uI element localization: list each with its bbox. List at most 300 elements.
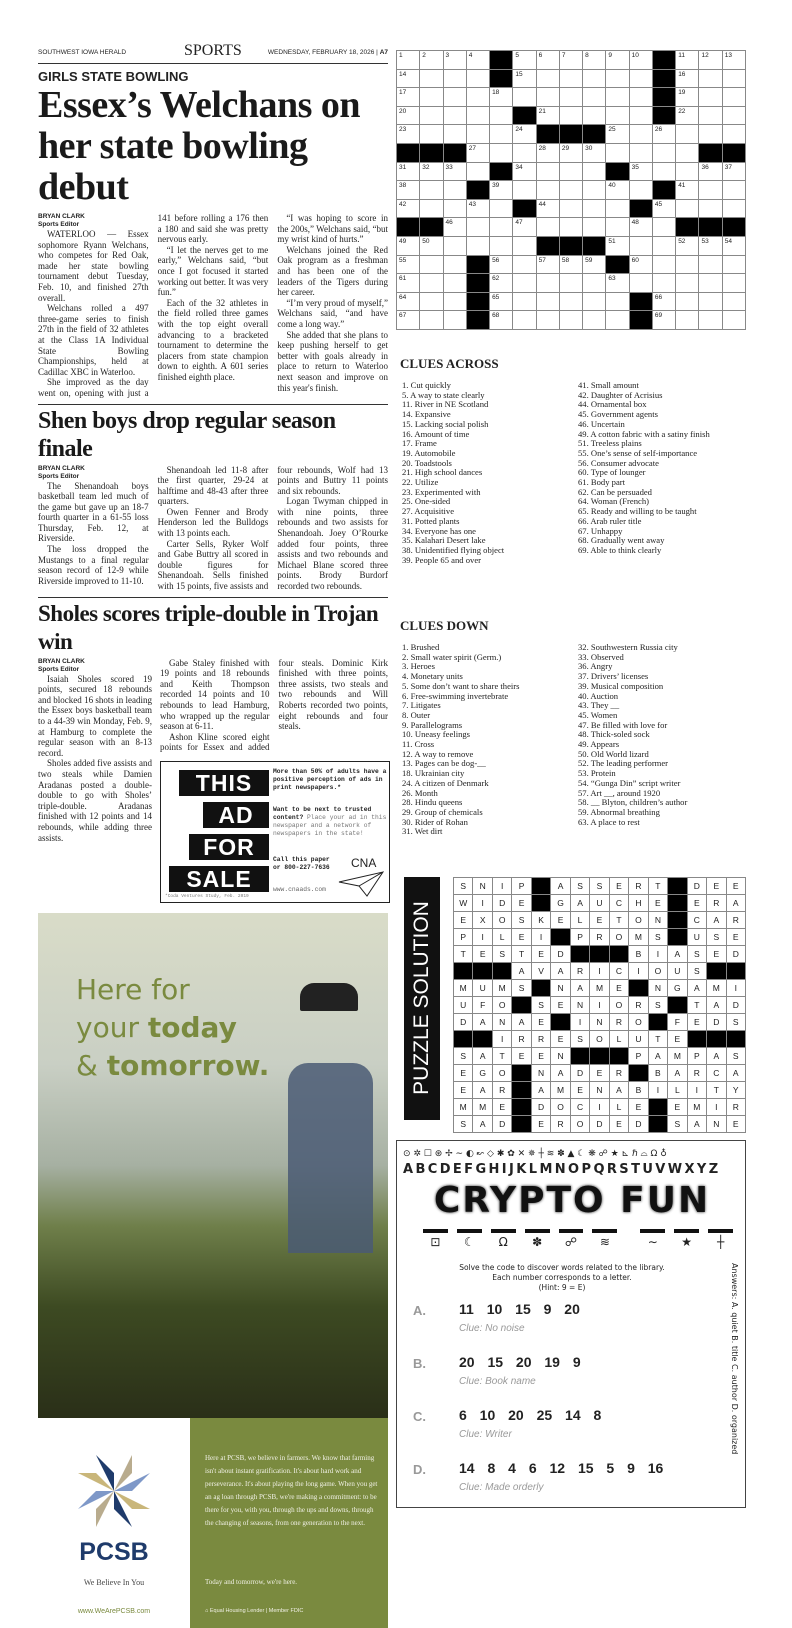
grid-cell[interactable] (630, 218, 653, 237)
grid-cell[interactable] (630, 237, 653, 256)
grid-cell[interactable] (653, 200, 676, 219)
grid-cell[interactable] (630, 107, 653, 126)
clue: 12. A way to remove (402, 748, 474, 759)
grid-cell[interactable] (653, 163, 676, 182)
grid-cell[interactable] (560, 256, 583, 275)
grid-cell[interactable] (420, 274, 443, 293)
grid-cell[interactable] (513, 237, 536, 256)
grid-cell[interactable] (490, 274, 513, 293)
grid-cell[interactable] (467, 163, 490, 182)
grid-cell[interactable] (630, 181, 653, 200)
cna-ad[interactable] (160, 761, 390, 903)
grid-cell[interactable] (699, 51, 722, 70)
grid-cell[interactable] (676, 181, 699, 200)
grid-cell[interactable] (723, 51, 746, 70)
grid-cell[interactable] (513, 125, 536, 144)
grid-cell[interactable] (467, 88, 490, 107)
tagline-line: your (76, 1010, 139, 1044)
grid-cell[interactable] (444, 70, 467, 89)
grid-cell[interactable] (537, 181, 560, 200)
crossword-grid[interactable] (396, 50, 746, 330)
grid-cell[interactable] (699, 163, 722, 182)
pcsb-brand: PCSB (79, 1537, 149, 1566)
grid-cell[interactable] (676, 200, 699, 219)
grid-cell[interactable] (676, 163, 699, 182)
grid-cell[interactable] (723, 293, 746, 312)
grid-cell[interactable] (397, 293, 420, 312)
solution-cell: E (512, 895, 531, 912)
clue: 54. “Gunga Din” script writer (578, 777, 681, 788)
grid-cell[interactable] (583, 311, 606, 330)
clue-number: 62 (492, 275, 500, 283)
grid-cell[interactable] (560, 70, 583, 89)
crypto-title: CRYPTO FUN (433, 1180, 711, 1221)
grid-cell[interactable] (490, 200, 513, 219)
grid-cell[interactable] (676, 311, 699, 330)
grid-cell[interactable] (420, 51, 443, 70)
black-square (653, 107, 676, 126)
grid-cell[interactable] (420, 293, 443, 312)
grid-cell[interactable] (699, 293, 722, 312)
grid-cell[interactable] (699, 181, 722, 200)
grid-cell[interactable] (723, 88, 746, 107)
clues-down-col1 (402, 643, 520, 837)
paragraph: “I was hoping to score in the 200s,” Welchans said, “but my wrist kind of hurts.” (277, 213, 388, 245)
grid-cell[interactable] (420, 88, 443, 107)
pcsb-closing: Today and tomorrow, we're here. (205, 1577, 298, 1586)
grid-cell[interactable] (676, 144, 699, 163)
grid-cell[interactable] (723, 70, 746, 89)
grid-cell[interactable] (676, 256, 699, 275)
grid-cell[interactable] (606, 88, 629, 107)
grid-cell[interactable] (397, 311, 420, 330)
grid-cell[interactable] (537, 218, 560, 237)
solution-cell: O (649, 963, 668, 980)
grid-cell[interactable] (583, 218, 606, 237)
grid-cell[interactable] (397, 107, 420, 126)
solution-cell: P (688, 1048, 707, 1065)
solution-cell: S (727, 1048, 746, 1065)
clue: 11. Cross (402, 739, 435, 750)
grid-cell[interactable] (583, 163, 606, 182)
grid-cell[interactable] (490, 218, 513, 237)
clue: 1. Cut quickly (402, 380, 451, 390)
puzzle-solution-banner (404, 877, 440, 1120)
grid-cell[interactable] (560, 88, 583, 107)
grid-cell[interactable] (537, 88, 560, 107)
grid-cell[interactable] (420, 200, 443, 219)
grid-cell[interactable] (606, 218, 629, 237)
grid-cell[interactable] (467, 125, 490, 144)
grid-cell[interactable] (653, 274, 676, 293)
black-square (653, 181, 676, 200)
grid-cell[interactable] (513, 293, 536, 312)
author-role: Sports Editor (38, 472, 80, 480)
grid-cell[interactable] (513, 51, 536, 70)
solution-cell: E (727, 1116, 746, 1133)
grid-cell[interactable] (676, 70, 699, 89)
solution-cell: T (688, 997, 707, 1014)
grid-cell[interactable] (397, 181, 420, 200)
solution-cell: L (493, 929, 512, 946)
clue: 52. The leading performer (578, 758, 669, 769)
grid-cell[interactable] (606, 181, 629, 200)
title-symbol-slot (640, 1229, 665, 1249)
solution-cell: T (454, 946, 473, 963)
crypto-instructions (397, 1263, 727, 1293)
grid-cell[interactable] (537, 107, 560, 126)
solution-cell: A (610, 1082, 629, 1099)
grid-cell[interactable] (467, 51, 490, 70)
solution-cell: H (629, 895, 648, 912)
grid-cell[interactable] (444, 200, 467, 219)
solution-cell: E (454, 1082, 473, 1099)
grid-cell[interactable] (723, 181, 746, 200)
ad-pitch-bold: Want to be next to trusted content? (273, 805, 372, 821)
grid-cell[interactable] (583, 200, 606, 219)
grid-cell[interactable] (444, 181, 467, 200)
grid-cell[interactable] (537, 274, 560, 293)
grid-cell[interactable] (513, 274, 536, 293)
solution-cell: T (707, 1082, 726, 1099)
grid-cell[interactable] (699, 274, 722, 293)
grid-cell[interactable] (490, 88, 513, 107)
solution-cell: A (727, 1065, 746, 1082)
grid-cell[interactable] (653, 237, 676, 256)
clue: 31. Potted plants (402, 515, 460, 526)
solution-cell: R (610, 1065, 629, 1082)
grid-cell[interactable] (537, 163, 560, 182)
black-square (473, 963, 492, 980)
grid-cell[interactable] (513, 70, 536, 89)
symbol-icon: ┼ (716, 1235, 725, 1249)
solution-cell: A (551, 1065, 570, 1082)
grid-cell[interactable] (606, 70, 629, 89)
grid-cell[interactable] (490, 107, 513, 126)
grid-cell[interactable] (606, 237, 629, 256)
title-symbol-slot (559, 1229, 584, 1249)
solution-cell: N (707, 1116, 726, 1133)
grid-cell[interactable] (676, 51, 699, 70)
grid-cell[interactable] (653, 256, 676, 275)
grid-cell[interactable] (397, 70, 420, 89)
grid-cell[interactable] (420, 107, 443, 126)
pcsb-bottom (38, 1418, 388, 1628)
grid-cell[interactable] (513, 256, 536, 275)
clue: 18. Ukrainian city (402, 768, 465, 779)
grid-cell[interactable] (397, 237, 420, 256)
solution-cell: R (590, 929, 609, 946)
grid-cell[interactable] (537, 311, 560, 330)
grid-cell[interactable] (444, 107, 467, 126)
grid-cell[interactable] (676, 293, 699, 312)
grid-cell[interactable] (723, 256, 746, 275)
clue-number: 2 (422, 52, 426, 59)
solution-cell: O (571, 1116, 590, 1133)
grid-cell[interactable] (583, 70, 606, 89)
clue-number: 5 (515, 52, 519, 59)
grid-cell[interactable] (676, 274, 699, 293)
grid-cell[interactable] (560, 274, 583, 293)
clue-number: 68 (492, 312, 500, 320)
solution-cell: N (590, 1082, 609, 1099)
grid-cell[interactable] (467, 200, 490, 219)
solution-cell: A (707, 912, 726, 929)
grid-cell[interactable] (490, 181, 513, 200)
grid-cell[interactable] (699, 125, 722, 144)
grid-cell[interactable] (490, 144, 513, 163)
solution-cell: Y (727, 1082, 746, 1099)
grid-cell[interactable] (444, 88, 467, 107)
grid-cell[interactable] (653, 293, 676, 312)
byline (38, 213, 149, 229)
clue-number: 17 (399, 89, 407, 97)
grid-cell[interactable] (444, 311, 467, 330)
solution-cell: A (571, 895, 590, 912)
grid-cell[interactable] (537, 293, 560, 312)
grid-cell[interactable] (444, 51, 467, 70)
grid-cell[interactable] (723, 311, 746, 330)
pcsb-logo-panel (38, 1418, 190, 1628)
grid-cell[interactable] (537, 51, 560, 70)
solution-cell: S (649, 929, 668, 946)
grid-cell[interactable] (560, 181, 583, 200)
grid-cell[interactable] (676, 125, 699, 144)
grid-cell[interactable] (723, 274, 746, 293)
grid-cell[interactable] (630, 88, 653, 107)
solution-cell: A (707, 997, 726, 1014)
grid-cell[interactable] (490, 237, 513, 256)
grid-cell[interactable] (560, 107, 583, 126)
solution-cell: S (454, 878, 473, 895)
grid-cell[interactable] (583, 181, 606, 200)
solution-cell: E (493, 1099, 512, 1116)
clue: 56. Consumer advocate (578, 457, 659, 468)
grid-cell[interactable] (723, 200, 746, 219)
grid-cell[interactable] (467, 107, 490, 126)
grid-cell[interactable] (560, 293, 583, 312)
grid-cell[interactable] (444, 237, 467, 256)
solution-cell: I (590, 997, 609, 1014)
grid-cell[interactable] (630, 70, 653, 89)
solution-cell: U (454, 997, 473, 1014)
grid-cell[interactable] (630, 125, 653, 144)
grid-cell[interactable] (653, 218, 676, 237)
grid-cell[interactable] (537, 200, 560, 219)
clues-across-col1 (402, 381, 504, 565)
grid-cell[interactable] (490, 293, 513, 312)
grid-cell[interactable] (420, 70, 443, 89)
clue-number: 59 (585, 256, 593, 264)
grid-cell[interactable] (560, 200, 583, 219)
grid-cell[interactable] (537, 70, 560, 89)
solution-cell: G (551, 895, 570, 912)
grid-cell[interactable] (560, 51, 583, 70)
solution-cell: S (571, 1031, 590, 1048)
grid-cell[interactable] (676, 88, 699, 107)
grid-cell[interactable] (444, 125, 467, 144)
solution-cell: O (493, 912, 512, 929)
grid-cell[interactable] (420, 237, 443, 256)
grid-cell[interactable] (513, 88, 536, 107)
grid-cell[interactable] (397, 51, 420, 70)
grid-cell[interactable] (444, 274, 467, 293)
grid-cell[interactable] (653, 125, 676, 144)
clue: 65. Ready and willing to be taught (578, 506, 697, 517)
grid-cell[interactable] (699, 311, 722, 330)
grid-cell[interactable] (397, 88, 420, 107)
black-square (583, 125, 606, 144)
grid-cell[interactable] (606, 293, 629, 312)
author-role: Sports Editor (38, 221, 80, 228)
grid-cell[interactable] (467, 237, 490, 256)
grid-cell[interactable] (420, 125, 443, 144)
divider (38, 404, 388, 405)
pcsb-photo (38, 913, 388, 1418)
grid-cell[interactable] (606, 107, 629, 126)
grid-cell[interactable] (606, 311, 629, 330)
grid-cell[interactable] (490, 125, 513, 144)
grid-cell[interactable] (420, 256, 443, 275)
grid-cell[interactable] (513, 181, 536, 200)
clue: 43. They __ (578, 700, 620, 711)
grid-cell[interactable] (537, 144, 560, 163)
solution-cell: C (707, 1065, 726, 1082)
solution-cell: I (590, 1099, 609, 1116)
grid-cell[interactable] (560, 218, 583, 237)
solution-cell: D (532, 1099, 551, 1116)
grid-cell[interactable] (397, 163, 420, 182)
grid-cell[interactable] (467, 70, 490, 89)
grid-cell[interactable] (583, 88, 606, 107)
solution-cell: R (571, 963, 590, 980)
grid-cell[interactable] (630, 144, 653, 163)
solution-cell: G (473, 1065, 492, 1082)
grid-cell[interactable] (699, 200, 722, 219)
clue-number: 38 (399, 182, 407, 190)
pcsb-url[interactable]: www.WeArePCSB.com (77, 1607, 151, 1615)
grid-cell[interactable] (723, 237, 746, 256)
grid-cell[interactable] (676, 107, 699, 126)
clue: 24. A citizen of Denmark (402, 777, 489, 788)
grid-cell[interactable] (606, 51, 629, 70)
grid-cell[interactable] (606, 144, 629, 163)
grid-cell[interactable] (723, 163, 746, 182)
grid-cell[interactable] (490, 256, 513, 275)
grid-cell[interactable] (606, 125, 629, 144)
grid-cell[interactable] (420, 181, 443, 200)
paragraph: WATERLOO — Essex sophomore Ryann Welchans, who competes for Red Oak, made her state bowling tournament debut Tuesday, Feb. 10, and finished 27th overall. (38, 229, 149, 303)
grid-cell[interactable] (630, 163, 653, 182)
grid-cell[interactable] (444, 293, 467, 312)
grid-cell[interactable] (560, 311, 583, 330)
grid-cell[interactable] (583, 293, 606, 312)
grid-cell[interactable] (606, 274, 629, 293)
black-square (532, 895, 551, 912)
grid-cell[interactable] (513, 144, 536, 163)
clue: 55. One’s sense of self-importance (578, 447, 698, 458)
cipher-numbers: 14 8 4 6 12 15 5 9 16 (459, 1460, 664, 1476)
clue-number: 11 (678, 52, 685, 59)
grid-cell[interactable] (583, 274, 606, 293)
grid-cell[interactable] (630, 51, 653, 70)
grid-cell[interactable] (699, 107, 722, 126)
clue-number: 12 (701, 52, 709, 59)
grid-cell[interactable] (420, 163, 443, 182)
black-square (606, 163, 629, 182)
grid-cell[interactable] (467, 218, 490, 237)
paper-plane-icon (337, 870, 385, 898)
grid-cell[interactable] (723, 107, 746, 126)
solution-cell: O (590, 1031, 609, 1048)
ad-url[interactable]: www.cnaads.com (273, 885, 326, 893)
article-sholes (38, 658, 388, 903)
grid-cell[interactable] (699, 237, 722, 256)
grid-cell[interactable] (560, 163, 583, 182)
clue: 45. Government agents (578, 409, 658, 420)
grid-cell[interactable] (397, 125, 420, 144)
grid-cell[interactable] (537, 256, 560, 275)
title-symbol-slot (491, 1229, 516, 1249)
item-clue: Clue: Made orderly (459, 1482, 544, 1493)
solution-cell: S (668, 1116, 687, 1133)
solution-cell: L (668, 1082, 687, 1099)
grid-cell[interactable] (723, 125, 746, 144)
grid-cell[interactable] (397, 200, 420, 219)
grid-cell[interactable] (630, 256, 653, 275)
black-square (454, 963, 473, 980)
grid-cell[interactable] (583, 144, 606, 163)
grid-cell[interactable] (583, 51, 606, 70)
grid-cell[interactable] (397, 274, 420, 293)
grid-cell[interactable] (630, 274, 653, 293)
grid-cell[interactable] (560, 144, 583, 163)
black-square (473, 1031, 492, 1048)
grid-cell[interactable] (699, 88, 722, 107)
grid-cell[interactable] (699, 256, 722, 275)
grid-cell[interactable] (676, 237, 699, 256)
equal-housing-icon: ⌂ (205, 1607, 209, 1614)
issue-date: WEDNESDAY, FEBRUARY 18, 2026 | A7 (267, 49, 388, 56)
grid-cell[interactable] (583, 256, 606, 275)
grid-cell[interactable] (444, 218, 467, 237)
black-square (560, 237, 583, 256)
grid-cell[interactable] (653, 311, 676, 330)
grid-cell[interactable] (606, 200, 629, 219)
grid-cell[interactable] (699, 70, 722, 89)
grid-cell[interactable] (490, 311, 513, 330)
grid-cell[interactable] (653, 144, 676, 163)
clue-number: 65 (492, 293, 500, 301)
grid-cell[interactable] (513, 163, 536, 182)
grid-cell[interactable] (444, 256, 467, 275)
grid-cell[interactable] (513, 218, 536, 237)
title-symbol-slot (708, 1229, 733, 1249)
solution-cell: N (571, 997, 590, 1014)
grid-cell[interactable] (467, 144, 490, 163)
solution-cell: A (551, 878, 570, 895)
black-square (490, 70, 513, 89)
grid-cell[interactable] (420, 311, 443, 330)
grid-cell[interactable] (513, 311, 536, 330)
black-square (560, 125, 583, 144)
black-square (444, 144, 467, 163)
grid-cell[interactable] (397, 256, 420, 275)
title-symbols (423, 1229, 733, 1249)
clue: 46. Uncertain (578, 418, 625, 429)
grid-cell[interactable] (583, 107, 606, 126)
grid-cell[interactable] (444, 163, 467, 182)
